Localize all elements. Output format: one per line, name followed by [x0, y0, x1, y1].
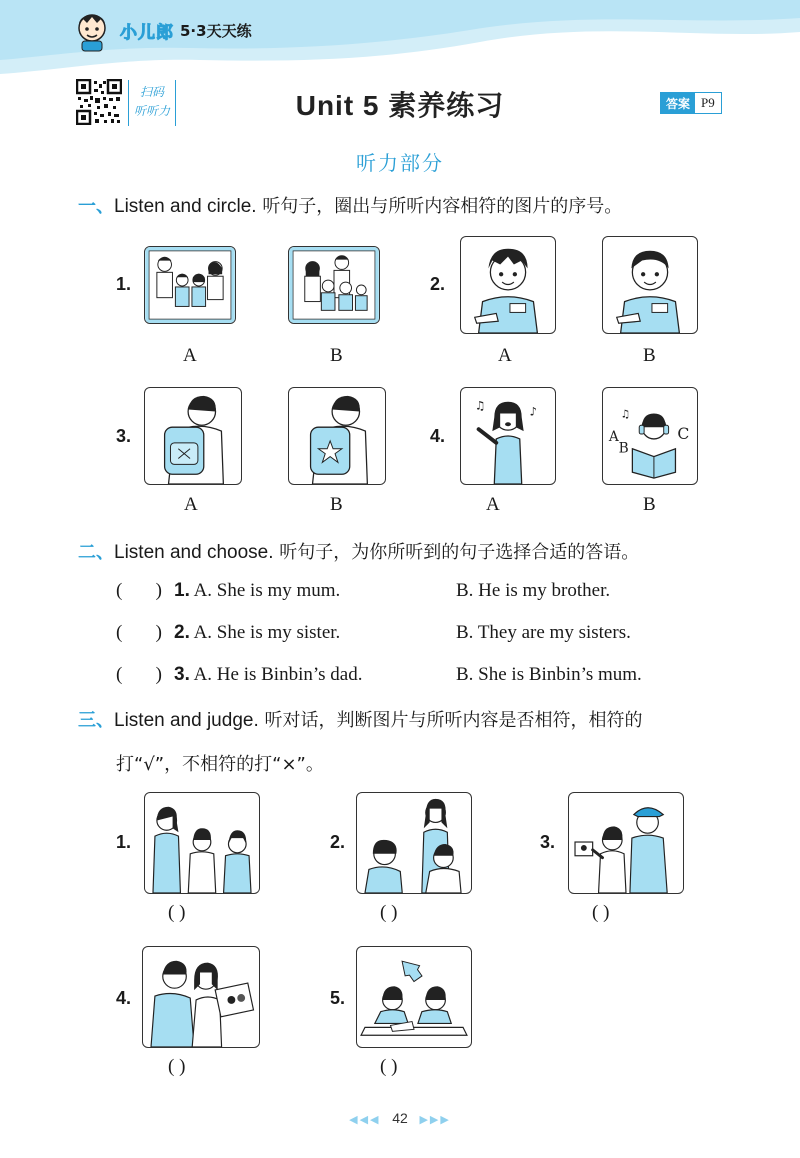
answer-blank[interactable]: ( ) — [116, 580, 162, 601]
part1-heading: 一、Listen and circle. 听句子，圈出与所听内容相符的图片的序号。 — [78, 196, 623, 217]
part1-item-number: 3. — [116, 426, 132, 446]
picture-two-girls-reading[interactable] — [356, 946, 472, 1048]
scan-to-listen-label[interactable]: 扫码 听听力 — [128, 80, 176, 126]
right-arrows-icon: ▶▶▶ — [419, 1114, 451, 1126]
answer-page: P9 — [701, 95, 715, 110]
option-label: B — [643, 345, 656, 366]
option-label: A — [184, 494, 198, 515]
svg-text:C: C — [677, 423, 690, 443]
option-label: A — [183, 345, 197, 366]
svg-text:A: A — [608, 428, 619, 445]
brand-logo — [70, 8, 252, 52]
svg-text:♫: ♫ — [620, 407, 631, 421]
choice-option-b: B. They are my sisters. — [456, 622, 631, 643]
picture-woman-two-girls[interactable] — [144, 792, 260, 894]
choice-row[interactable]: ( ) 2. A. She is my sister. — [116, 622, 341, 643]
part3-heading-line2: 打“√”，不相符的打“×”。 — [116, 754, 324, 775]
picture-boy-backpack-a[interactable] — [144, 387, 242, 485]
svg-text:B: B — [618, 440, 629, 457]
left-arrows-icon: ◀◀◀ — [349, 1114, 381, 1126]
picture-girl-singing[interactable] — [460, 387, 556, 485]
choice-row[interactable]: ( ) 3. A. He is Binbin’s dad. — [116, 664, 363, 685]
part3-item-number: 2. — [330, 832, 346, 852]
picture-family-of-four[interactable] — [144, 246, 236, 324]
option-label: A — [498, 345, 512, 366]
picture-girl-policeman-photo[interactable] — [568, 792, 684, 894]
brand-series: 5·3天天练 — [180, 21, 252, 40]
answer-label: 答案 — [661, 93, 695, 113]
option-label: B — [330, 494, 343, 515]
answer-blank[interactable]: ( ) — [168, 902, 186, 923]
section-title: 听力部分 — [356, 151, 444, 175]
picture-boy-pointing-name-tag[interactable] — [460, 236, 556, 334]
picture-boy-girl-photo[interactable] — [142, 946, 260, 1048]
answer-blank[interactable]: ( ) — [592, 902, 610, 923]
choice-option-b: B. She is Binbin’s mum. — [456, 664, 642, 685]
answer-blank[interactable]: ( ) — [380, 902, 398, 923]
part1-item-number: 1. — [116, 274, 132, 294]
picture-girl-reading-headphones[interactable] — [602, 387, 698, 485]
picture-boy-pointing-name-tag-b[interactable] — [602, 236, 698, 334]
svg-text:♫: ♫ — [474, 398, 486, 413]
answer-tag[interactable] — [660, 92, 722, 114]
answer-blank[interactable]: ( ) — [168, 1056, 186, 1077]
page-title: Unit 5 素养练习 — [295, 90, 505, 121]
part2-heading: 二、Listen and choose. 听句子，为你所听到的句子选择合适的答语。 — [78, 542, 640, 563]
part1-item-number: 4. — [430, 426, 446, 446]
page-number: 42 — [392, 1110, 408, 1126]
part1-item-number: 2. — [430, 274, 446, 294]
answer-blank[interactable]: ( ) — [116, 664, 162, 685]
part3-item-number: 1. — [116, 832, 132, 852]
picture-family-of-five[interactable] — [288, 246, 380, 324]
option-label: B — [643, 494, 656, 515]
answer-blank[interactable]: ( ) — [116, 622, 162, 643]
choice-row[interactable]: ( ) 1. A. She is my mum. — [116, 580, 341, 601]
picture-girl-boy-woman[interactable] — [356, 792, 472, 894]
page-footer — [0, 1110, 800, 1126]
option-label: B — [330, 345, 343, 366]
answer-blank[interactable]: ( ) — [380, 1056, 398, 1077]
picture-boy-backpack-b[interactable] — [288, 387, 386, 485]
part3-item-number: 4. — [116, 988, 132, 1008]
part3-heading: 三、Listen and judge. 听对话，判断图片与所听内容是否相符，相符的 — [78, 710, 643, 731]
part3-item-number: 5. — [330, 988, 346, 1008]
choice-option-b: B. He is my brother. — [456, 580, 611, 601]
part3-item-number: 3. — [540, 832, 556, 852]
option-label: A — [486, 494, 500, 515]
svg-text:♪: ♪ — [529, 404, 538, 419]
brand-name: 小儿郎 — [120, 22, 174, 43]
boy-mascot-icon — [70, 8, 114, 52]
